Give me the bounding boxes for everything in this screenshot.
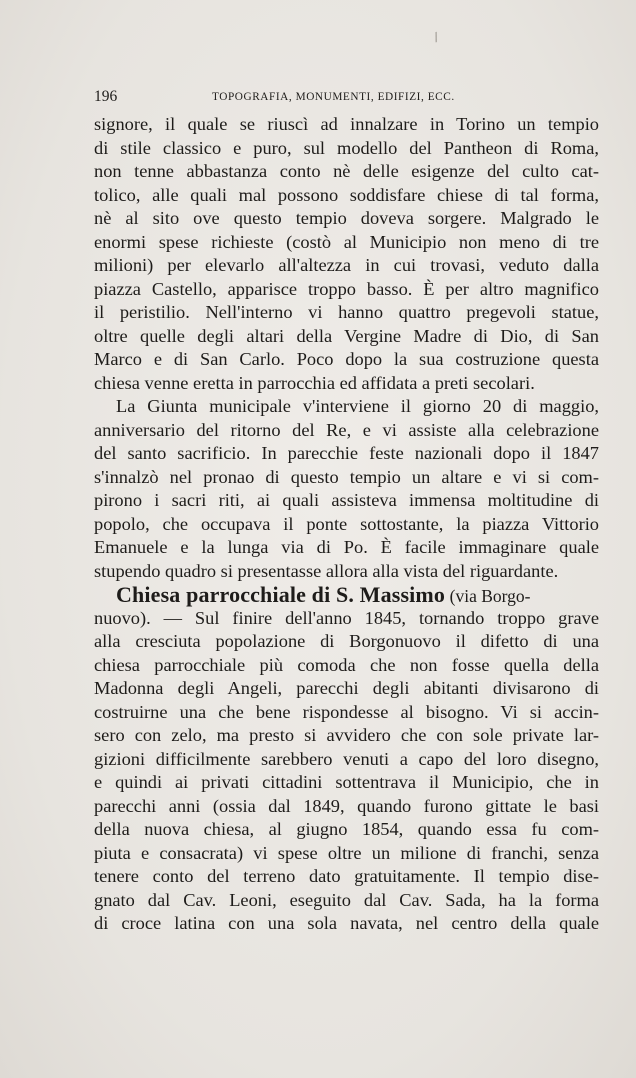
text-line: tolico, alle quali mal possono soddisfare chiese di tal forma, bbox=[94, 184, 599, 205]
text-line: enormi spese richieste (costò al Municipio non meno di tre bbox=[94, 231, 599, 252]
text-line: tenere conto del terreno dato gratuitamente. Il tempio dise- bbox=[94, 866, 599, 886]
text-line: Madonna degli Angeli, parecchi degli abitanti divisarono di bbox=[94, 678, 599, 698]
text-line: milioni) per elevarlo all'altezza in cui trovasi, veduto dalla bbox=[94, 255, 599, 275]
text-line: non tenne abbastanza conto nè delle esigenze del culto cat- bbox=[94, 161, 599, 181]
section-heading-line bbox=[94, 583, 599, 607]
text-line: La Giunta municipale v'interviene il giorno 20 di maggio, bbox=[116, 396, 599, 416]
text-line: di croce latina con una sola navata, nel centro della quale bbox=[94, 913, 599, 933]
text-line: anniversario del ritorno del Re, e vi assiste alla celebrazione bbox=[94, 419, 599, 440]
text-line: e quindi ai privati cittadini sottentrava il Municipio, che in bbox=[94, 772, 599, 792]
text-line: nuovo). — Sul finire dell'anno 1845, tornando troppo grave bbox=[94, 607, 599, 628]
text-line: nè al sito ove questo tempio doveva sorgere. Malgrado le bbox=[94, 208, 599, 228]
text-line: Marco e di San Carlo. Poco dopo la sua costruzione questa bbox=[94, 349, 599, 369]
text-line: alla cresciuta popolazione di Borgonuovo il difetto di una bbox=[94, 631, 599, 651]
text-line: gnato dal Cav. Leoni, eseguito dal Cav. Sada, ha la forma bbox=[94, 889, 599, 910]
text-line: del santo sacrificio. In parecchie feste nazionali dopo il 1847 bbox=[94, 443, 599, 463]
text-line: signore, il quale se riuscì ad innalzare in Torino un tempio bbox=[94, 114, 599, 134]
text-line: della nuova chiesa, al giugno 1854, quando essa fu com- bbox=[94, 819, 599, 839]
page-number: 196 bbox=[94, 88, 118, 105]
text-line: piuta e consacrata) vi spese oltre un milione di franchi, senza bbox=[94, 842, 599, 863]
pencil-mark: / bbox=[431, 29, 441, 45]
text-line: parecchi anni (ossia dal 1849, quando furono gittate le basi bbox=[94, 795, 599, 816]
text-line: costruirne una che bene rispondesse al bisogno. Vi si accin- bbox=[94, 701, 599, 722]
text-line: popolo, che occupava il ponte sottostante, la piazza Vittorio bbox=[94, 513, 599, 534]
section-title: Chiesa parrocchiale di S. Massimo bbox=[116, 582, 446, 607]
text-line: di stile classico e puro, sul modello del Pantheon di Roma, bbox=[94, 137, 599, 158]
paragraph-1 bbox=[94, 113, 599, 395]
text-line: sero con zelo, ma presto si avvidero che con sole private lar- bbox=[94, 725, 599, 745]
text-line: chiesa parrocchiale più comoda che non fosse quella della bbox=[94, 654, 599, 675]
text-line: Emanuele e la lunga via di Po. È facile immaginare quale bbox=[94, 537, 599, 557]
paragraph-2 bbox=[94, 395, 599, 583]
text-line: gizioni difficilmente sarebbero venuti a capo del loro disegno, bbox=[94, 748, 599, 769]
text-line: s'innalzò nel pronao di questo tempio un altare e vi si com- bbox=[94, 466, 599, 487]
text-line: chiesa venne eretta in parrocchia ed affidata a preti secolari. bbox=[94, 372, 535, 393]
text-line: stupendo quadro si presentasse allora alla vista del riguardante. bbox=[94, 560, 559, 581]
body-text bbox=[94, 113, 599, 936]
text-line: oltre quelle degli altari della Vergine Madre di Dio, di San bbox=[94, 325, 599, 346]
text-line: il peristilio. Nell'interno vi hanno quattro pregevoli statue, bbox=[94, 302, 599, 322]
page-header bbox=[94, 88, 599, 108]
running-head: TOPOGRAFIA, MONUMENTI, EDIFIZI, ECC. bbox=[212, 91, 455, 103]
text-line: pirono i sacri riti, ai quali assisteva immensa moltitudine di bbox=[94, 490, 599, 510]
section-massimo bbox=[94, 583, 599, 936]
text-line: piazza Castello, apparisce troppo basso. È per altro magnifico bbox=[94, 278, 599, 299]
section-title-note: (via Borgo- bbox=[449, 586, 531, 606]
